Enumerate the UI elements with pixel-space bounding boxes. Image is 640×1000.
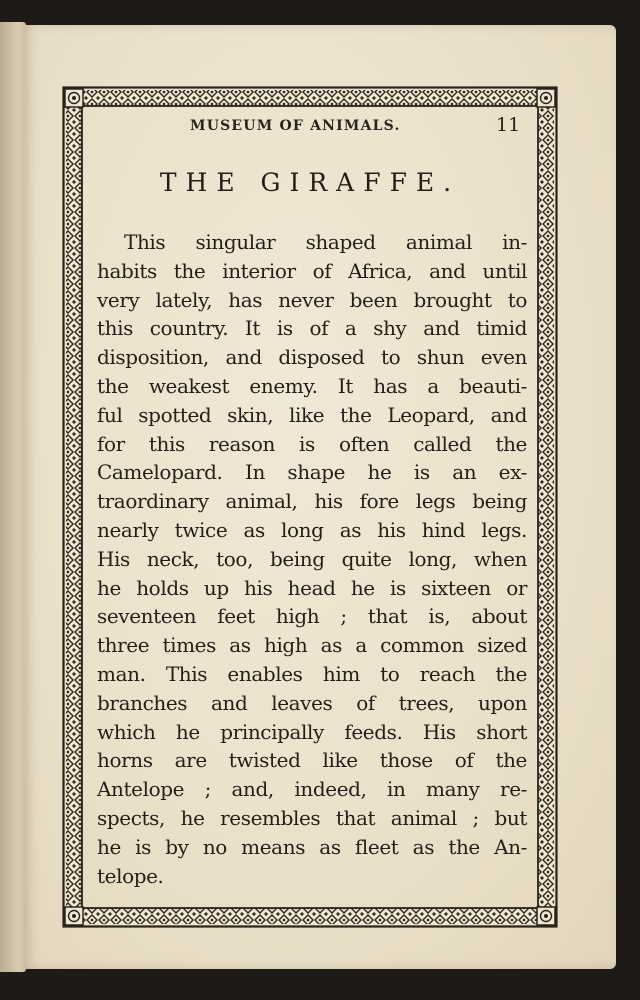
text-line: Camelopard. In shape he is an ex- (97, 460, 527, 485)
text-line: seventeen feet high ; that is, about (97, 604, 527, 629)
body-text (97, 228, 527, 890)
text-line: nearly twice as long as his hind legs. (97, 517, 527, 542)
text-line: traordinary animal, his fore legs being (97, 489, 527, 514)
text-line: habits the interior of Africa, and until (97, 258, 527, 283)
running-header: MUSEUM OF ANIMALS. (190, 118, 401, 134)
text-line: spects, he resembles that animal ; but (97, 805, 527, 830)
text-line: three times as high as a common sized (97, 633, 527, 658)
text-line: Antelope ; and, indeed, in many re- (97, 777, 527, 802)
text-line: for this reason is often called the (97, 431, 527, 456)
text-line: His neck, too, being quite long, when (97, 546, 527, 571)
text-line: branches and leaves of trees, upon (97, 690, 527, 715)
chapter-title: THE GIRAFFE. (159, 168, 461, 197)
text-line: disposition, and disposed to shun even (97, 345, 527, 370)
text-line: telope. (97, 863, 164, 888)
text-line: which he principally feeds. His short (97, 719, 527, 744)
text-line: This singular shaped animal in- (124, 230, 527, 254)
text-line: horns are twisted like those of the (97, 748, 527, 773)
text-line: the weakest enemy. It has a beauti- (97, 373, 527, 398)
text-line: ful spotted skin, like the Leopard, and (97, 402, 527, 427)
text-line: he holds up his head he is sixteen or (97, 575, 527, 600)
text-line: he is by no means as fleet as the An- (97, 834, 527, 859)
text-line: very lately, has never been brought to (97, 287, 527, 312)
page-number: 11 (496, 114, 521, 136)
text-line: this country. It is of a shy and timid (97, 316, 527, 341)
text-line: man. This enables him to reach the (97, 661, 527, 686)
facing-page-edge (0, 22, 26, 972)
